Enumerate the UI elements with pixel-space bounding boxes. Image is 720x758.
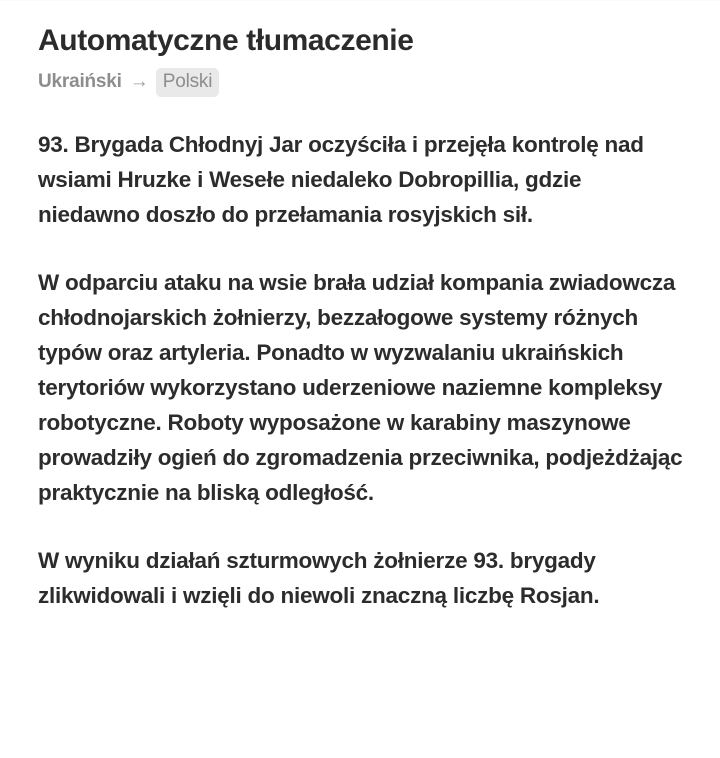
paragraph: W odparciu ataku na wsie brała udział kompania zwiadowcza chłodnojarskich żołnierzy, bezzałogowe systemy różnych typów oraz artyleria. Ponadto w wyzwalaniu ukraińskich terytoriów wykorzystano uderzeniowe naziemne kompleksy robotyczne. Roboty wyposażone w karabiny maszynowe prowadziły ogień do zgromadzenia przeciwnika, podjeżdżając praktycznie na bliską odległość. xyxy=(38,270,683,505)
source-language-label: Ukraiński xyxy=(38,71,122,92)
language-pair-row xyxy=(38,69,686,95)
paragraph: 93. Brygada Chłodnyj Jar oczyściła i przejęła kontrolę nad wsiami Hruzke i Wesełe niedaleko Dobropillia, gdzie niedawno doszło do przełamania rosyjskich sił. xyxy=(38,132,644,227)
target-language-badge: Polski xyxy=(156,68,219,97)
translated-body xyxy=(38,127,686,613)
page-title: Automatyczne tłumaczenie xyxy=(38,24,414,57)
paragraph: W wyniku działań szturmowych żołnierze 93. brygady zlikwidowali i wzięli do niewoli znaczną liczbę Rosjan. xyxy=(38,548,600,608)
top-divider xyxy=(0,0,720,1)
arrow-right-icon: → xyxy=(129,71,149,92)
